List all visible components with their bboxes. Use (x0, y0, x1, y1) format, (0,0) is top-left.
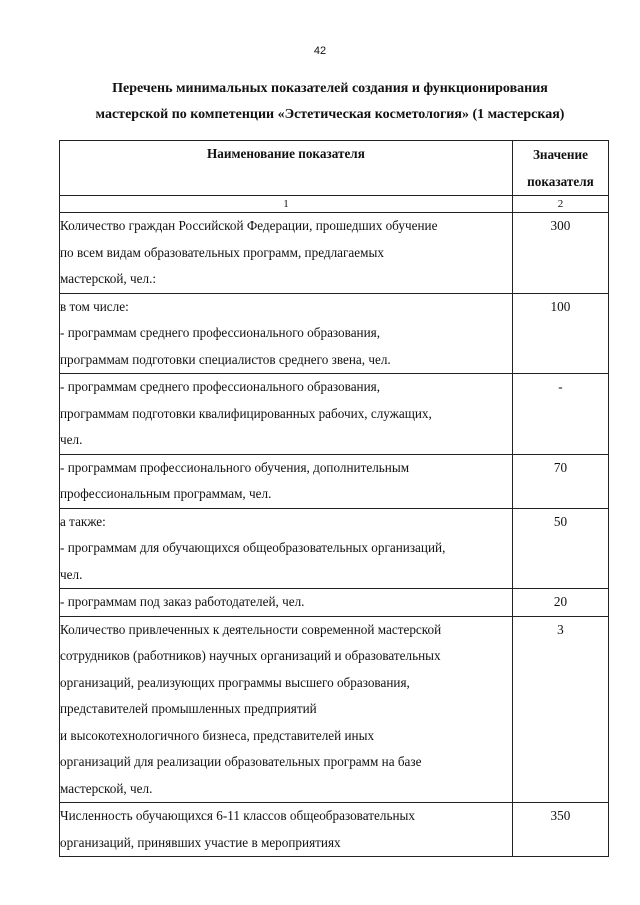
indicator-name-line: Количество граждан Российской Федерации, прошедших обучение (60, 218, 438, 233)
table-row (60, 293, 609, 374)
header-indicator-value (512, 141, 608, 196)
table-body (60, 213, 609, 857)
indicator-value-cell: 50 (512, 508, 608, 589)
column-number-row (60, 196, 609, 213)
indicator-name-line: - программам профессионального обучения, дополнительным (60, 459, 410, 475)
indicator-name-line: по всем видам образовательных программ, предлагаемых (60, 244, 384, 260)
indicator-name-line: чел. (60, 566, 83, 582)
indicator-name-line: - программам среднего профессионального образования, (60, 379, 381, 394)
column-number-2: 2 (512, 196, 608, 213)
table-row (60, 374, 609, 455)
indicator-name-line: сотрудников (работников) научных организаций и образовательных (60, 648, 441, 663)
table-row (60, 589, 609, 617)
indicator-value-cell: 3 (512, 616, 608, 803)
indicator-value-cell: 20 (512, 589, 608, 617)
indicator-name-line: - программам среднего профессионального образования, (60, 325, 381, 340)
header-value-line-1: Значение (532, 147, 588, 162)
indicator-value-cell: 100 (512, 293, 608, 374)
indicator-name-line: организаций, реализующих программы высшего образования, (60, 674, 410, 690)
page-number: 42 (313, 45, 327, 57)
indicator-name-line: программам подготовки квалифицированных рабочих, служащих, (60, 405, 432, 421)
indicator-name-line: организаций, принявших участие в мероприятиях (60, 834, 341, 850)
indicator-name-line: программам подготовки специалистов среднего звена, чел. (60, 351, 391, 367)
document-title (60, 76, 600, 128)
table-row (60, 616, 609, 803)
table-header-row (60, 141, 609, 196)
indicator-name-line: мастерской, чел.: (60, 271, 157, 286)
indicator-name-cell (60, 508, 513, 589)
indicator-name-line: - программам для обучающихся общеобразовательных организаций, (60, 540, 446, 555)
title-line-2: мастерской по компетенции «Эстетическая косметология» (1 мастерская) (95, 107, 565, 122)
indicator-name-line: Количество привлеченных к деятельности современной мастерской (60, 621, 442, 637)
indicator-name-line: Численность обучающихся 6-11 классов общеобразовательных (60, 808, 415, 823)
table-row (60, 213, 609, 294)
indicator-name-cell (60, 213, 513, 294)
indicator-name-cell (60, 454, 513, 508)
indicator-name-line: чел. (60, 432, 83, 447)
indicator-name-cell (60, 293, 513, 374)
indicator-name-line: и высокотехнологичного бизнеса, представителей иных (60, 727, 375, 743)
table-row (60, 508, 609, 589)
indicator-name-cell (60, 589, 513, 617)
indicator-value-cell: - (512, 374, 608, 455)
indicators-table (59, 140, 609, 857)
indicator-name-line: представителей промышленных предприятий (60, 701, 317, 716)
column-number-1: 1 (60, 196, 513, 213)
indicator-name-line: а также: (60, 513, 106, 529)
indicator-value-cell: 350 (512, 803, 608, 857)
indicator-name-cell (60, 374, 513, 455)
title-line-1: Перечень минимальных показателей создания и функционирования (112, 81, 548, 96)
indicator-name-line: в том числе: (60, 298, 129, 314)
table-row (60, 803, 609, 857)
indicator-value-cell: 300 (512, 213, 608, 294)
table-row (60, 454, 609, 508)
indicator-name-line: организаций для реализации образовательных программ на базе (60, 754, 422, 769)
indicator-value-cell: 70 (512, 454, 608, 508)
indicator-name-line: - программам под заказ работодателей, чел. (60, 594, 305, 609)
header-indicator-name: Наименование показателя (60, 141, 513, 196)
indicator-name-line: мастерской, чел. (60, 780, 153, 796)
header-value-line-2: показателя (527, 174, 594, 189)
indicator-name-cell (60, 616, 513, 803)
indicator-name-cell (60, 803, 513, 857)
indicator-name-line: профессиональным программам, чел. (60, 486, 272, 501)
